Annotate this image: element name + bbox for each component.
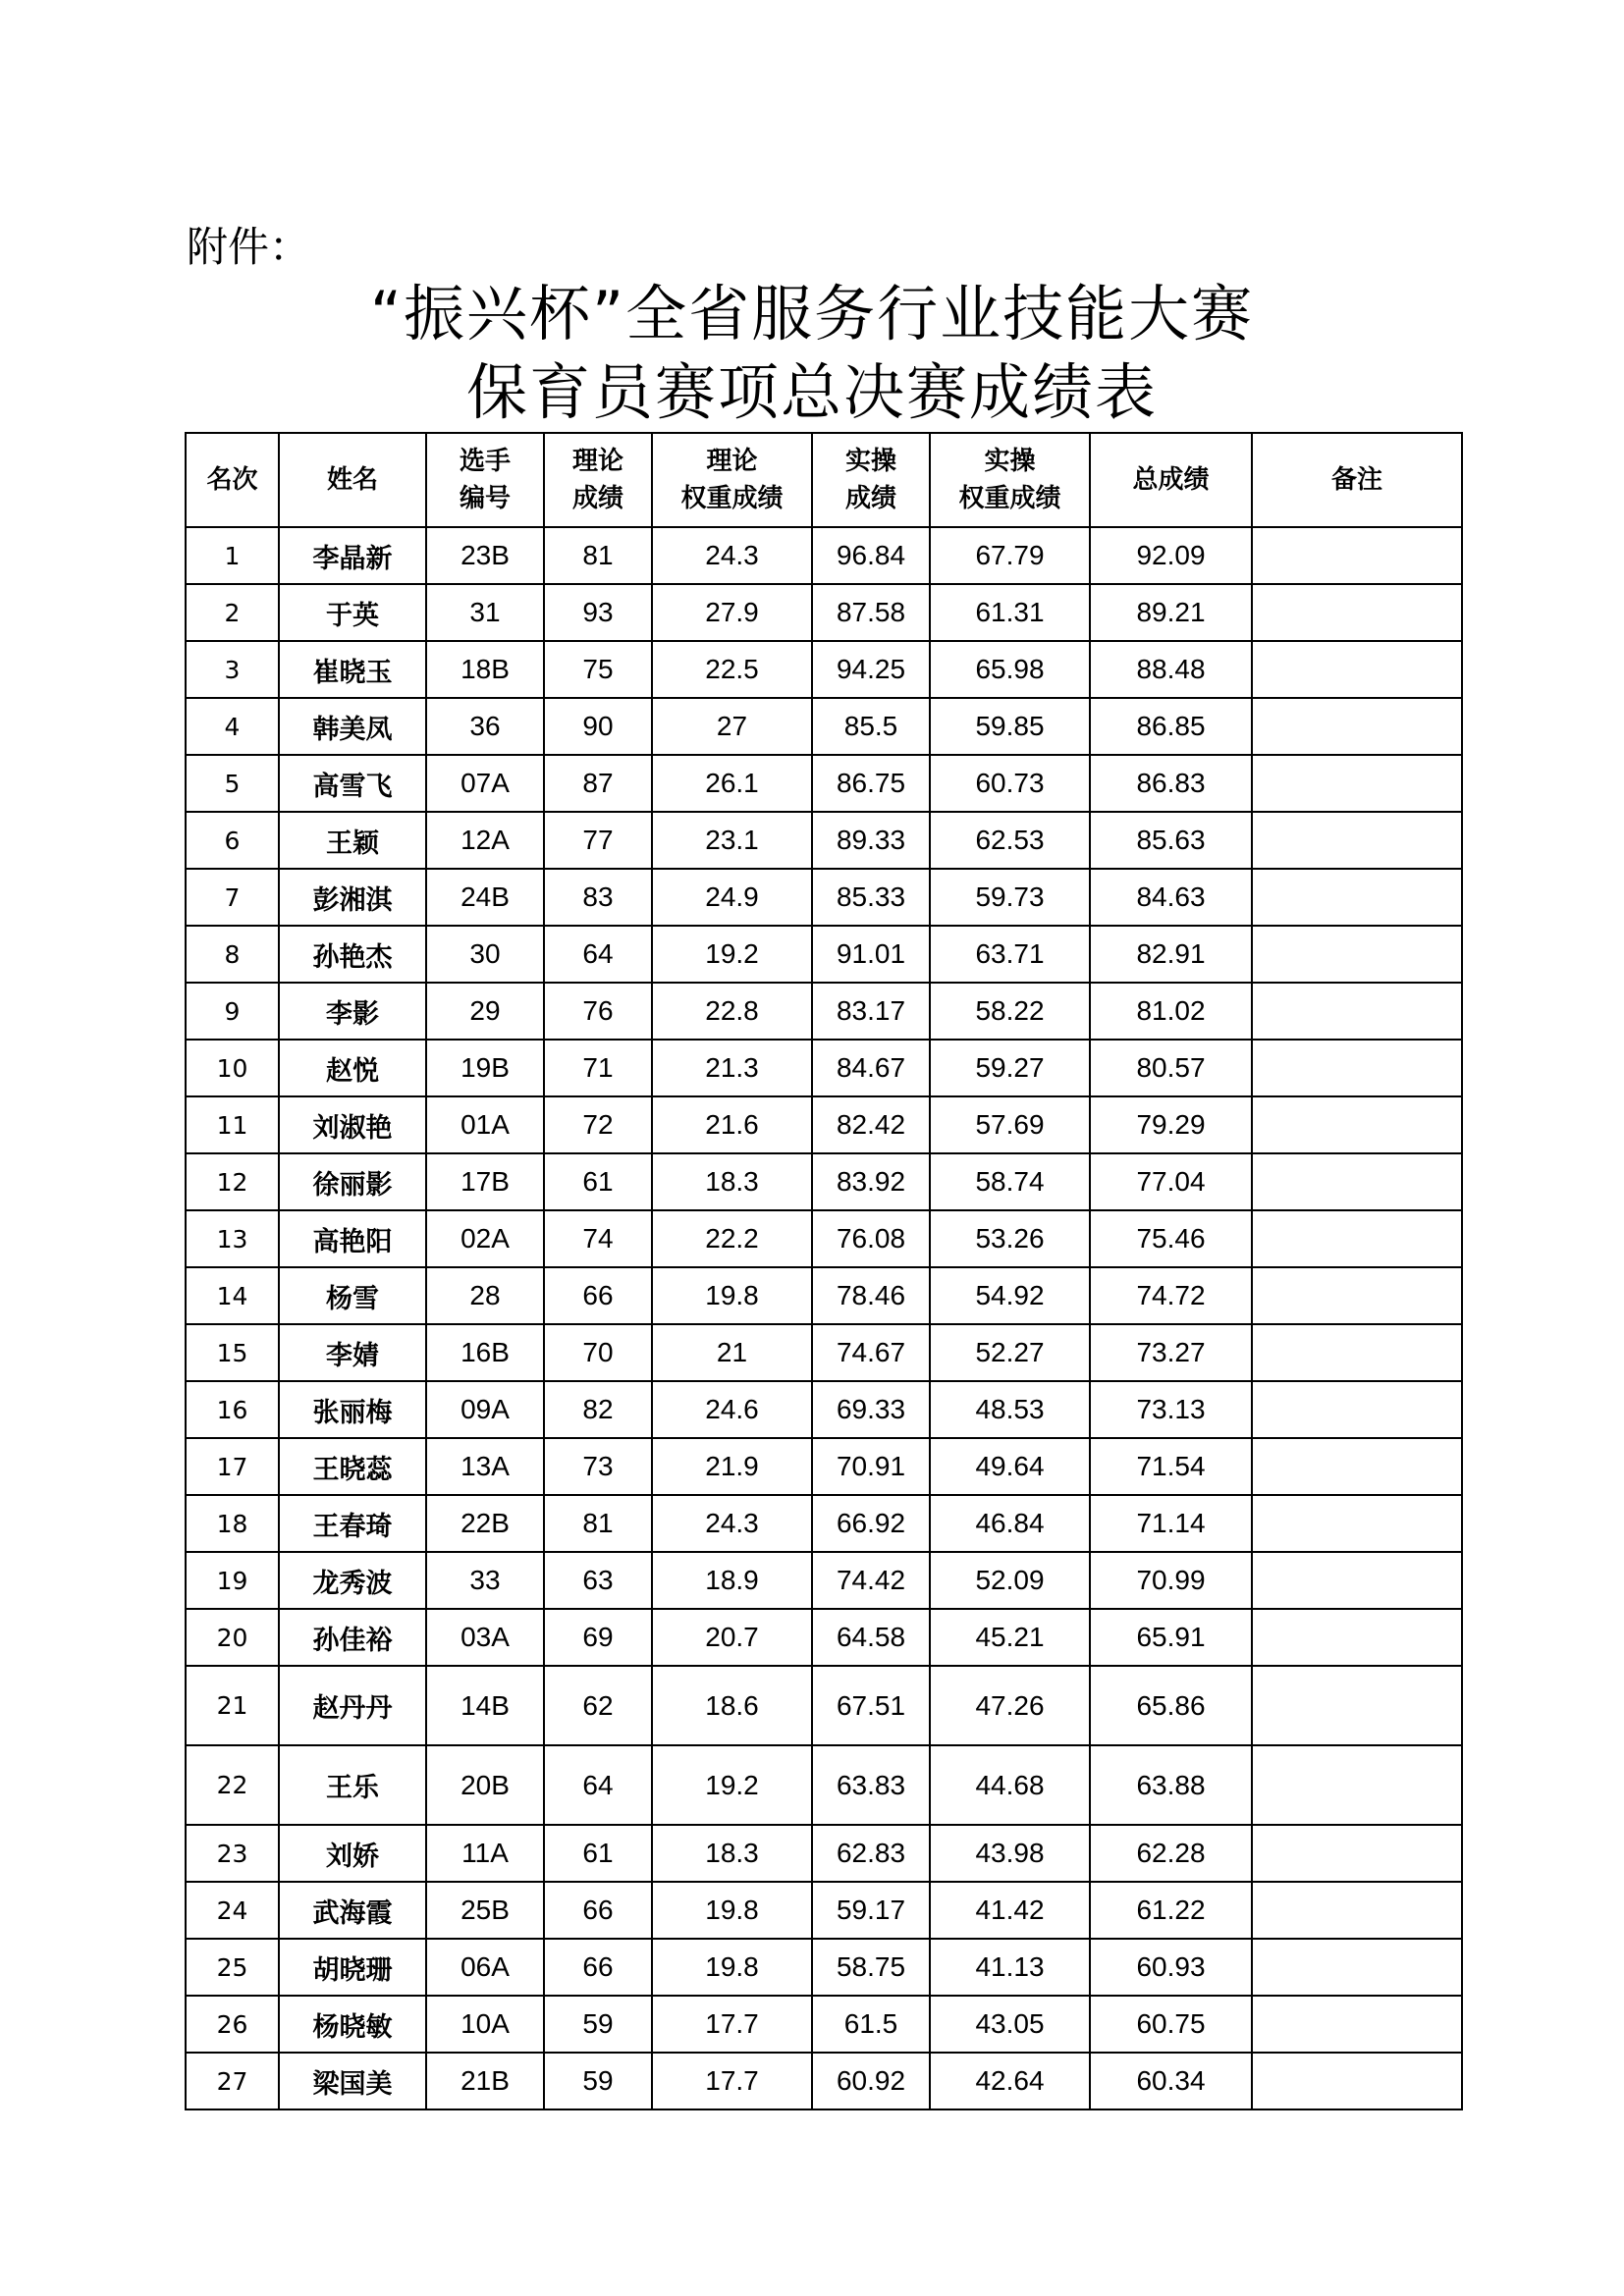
total-score-cell: 71.54	[1090, 1438, 1252, 1495]
remarks-cell	[1252, 1495, 1462, 1552]
name-cell: 李晶新	[279, 527, 426, 584]
theory-score-cell: 73	[544, 1438, 652, 1495]
player-no-cell: 11A	[426, 1825, 544, 1882]
rank-cell: 14	[186, 1267, 279, 1324]
practical-weighted-cell: 43.98	[930, 1825, 1090, 1882]
practical-weighted-cell: 63.71	[930, 926, 1090, 983]
name-cell: 赵丹丹	[279, 1666, 426, 1745]
theory-score-cell: 71	[544, 1040, 652, 1096]
name-cell: 梁国美	[279, 2053, 426, 2109]
header-remarks: 备注	[1252, 433, 1462, 527]
name-cell: 王春琦	[279, 1495, 426, 1552]
practical-score-cell: 74.42	[812, 1552, 930, 1609]
player-no-cell: 16B	[426, 1324, 544, 1381]
remarks-cell	[1252, 1438, 1462, 1495]
table-row	[186, 1745, 1462, 1825]
theory-score-cell: 90	[544, 698, 652, 755]
total-score-cell: 77.04	[1090, 1153, 1252, 1210]
header-practical-score: 实操 成绩	[812, 433, 930, 527]
player-no-cell: 21B	[426, 2053, 544, 2109]
practical-weighted-cell: 59.27	[930, 1040, 1090, 1096]
header-theory-weighted: 理论 权重成绩	[652, 433, 812, 527]
rank-cell: 20	[186, 1609, 279, 1666]
name-cell: 杨晓敏	[279, 1996, 426, 2053]
practical-weighted-cell: 46.84	[930, 1495, 1090, 1552]
total-score-cell: 65.86	[1090, 1666, 1252, 1745]
remarks-cell	[1252, 584, 1462, 641]
player-no-cell: 23B	[426, 527, 544, 584]
practical-weighted-cell: 58.74	[930, 1153, 1090, 1210]
player-no-cell: 12A	[426, 812, 544, 869]
player-no-cell: 09A	[426, 1381, 544, 1438]
theory-weighted-cell: 17.7	[652, 2053, 812, 2109]
practical-score-cell: 64.58	[812, 1609, 930, 1666]
rank-cell: 10	[186, 1040, 279, 1096]
table-row	[186, 1495, 1462, 1552]
name-cell: 王颖	[279, 812, 426, 869]
table-row	[186, 1324, 1462, 1381]
name-cell: 徐丽影	[279, 1153, 426, 1210]
practical-score-cell: 66.92	[812, 1495, 930, 1552]
remarks-cell	[1252, 527, 1462, 584]
practical-weighted-cell: 45.21	[930, 1609, 1090, 1666]
theory-weighted-cell: 24.9	[652, 869, 812, 926]
theory-score-cell: 64	[544, 1745, 652, 1825]
practical-weighted-cell: 58.22	[930, 983, 1090, 1040]
header-name: 姓名	[279, 433, 426, 527]
rank-cell: 19	[186, 1552, 279, 1609]
player-no-cell: 18B	[426, 641, 544, 698]
theory-weighted-cell: 23.1	[652, 812, 812, 869]
theory-weighted-cell: 18.3	[652, 1153, 812, 1210]
practical-score-cell: 69.33	[812, 1381, 930, 1438]
rank-cell: 23	[186, 1825, 279, 1882]
remarks-cell	[1252, 1040, 1462, 1096]
header-row	[186, 433, 1462, 527]
rank-cell: 24	[186, 1882, 279, 1939]
remarks-cell	[1252, 1825, 1462, 1882]
theory-score-cell: 64	[544, 926, 652, 983]
practical-weighted-cell: 62.53	[930, 812, 1090, 869]
theory-weighted-cell: 21.9	[652, 1438, 812, 1495]
player-no-cell: 33	[426, 1552, 544, 1609]
document-title-line2: 保育员赛项总决赛成绩表	[465, 356, 1158, 428]
practical-score-cell: 74.67	[812, 1324, 930, 1381]
theory-weighted-cell: 19.2	[652, 926, 812, 983]
practical-score-cell: 96.84	[812, 527, 930, 584]
name-cell: 彭湘淇	[279, 869, 426, 926]
remarks-cell	[1252, 1666, 1462, 1745]
theory-weighted-cell: 22.2	[652, 1210, 812, 1267]
theory-score-cell: 81	[544, 1495, 652, 1552]
name-cell: 王乐	[279, 1745, 426, 1825]
name-cell: 刘淑艳	[279, 1096, 426, 1153]
remarks-cell	[1252, 1939, 1462, 1996]
table-row	[186, 869, 1462, 926]
practical-score-cell: 60.92	[812, 2053, 930, 2109]
total-score-cell: 60.75	[1090, 1996, 1252, 2053]
total-score-cell: 92.09	[1090, 527, 1252, 584]
theory-weighted-cell: 18.9	[652, 1552, 812, 1609]
table-row	[186, 926, 1462, 983]
practical-weighted-cell: 47.26	[930, 1666, 1090, 1745]
theory-weighted-cell: 21.6	[652, 1096, 812, 1153]
practical-weighted-cell: 60.73	[930, 755, 1090, 812]
header-rank: 名次	[186, 433, 279, 527]
practical-weighted-cell: 65.98	[930, 641, 1090, 698]
total-score-cell: 73.27	[1090, 1324, 1252, 1381]
header-total: 总成绩	[1090, 433, 1252, 527]
table-row	[186, 1381, 1462, 1438]
practical-score-cell: 87.58	[812, 584, 930, 641]
table-row	[186, 2053, 1462, 2109]
total-score-cell: 73.13	[1090, 1381, 1252, 1438]
total-score-cell: 65.91	[1090, 1609, 1252, 1666]
practical-score-cell: 78.46	[812, 1267, 930, 1324]
practical-score-cell: 76.08	[812, 1210, 930, 1267]
attachment-label: 附件：	[187, 223, 311, 271]
practical-score-cell: 89.33	[812, 812, 930, 869]
rank-cell: 8	[186, 926, 279, 983]
practical-score-cell: 83.17	[812, 983, 930, 1040]
table-row	[186, 1438, 1462, 1495]
total-score-cell: 75.46	[1090, 1210, 1252, 1267]
player-no-cell: 22B	[426, 1495, 544, 1552]
rank-cell: 26	[186, 1996, 279, 2053]
total-score-cell: 89.21	[1090, 584, 1252, 641]
remarks-cell	[1252, 812, 1462, 869]
total-score-cell: 86.85	[1090, 698, 1252, 755]
theory-score-cell: 66	[544, 1882, 652, 1939]
remarks-cell	[1252, 2053, 1462, 2109]
table-row	[186, 1996, 1462, 2053]
name-cell: 王晓蕊	[279, 1438, 426, 1495]
name-cell: 武海霞	[279, 1882, 426, 1939]
theory-weighted-cell: 26.1	[652, 755, 812, 812]
total-score-cell: 61.22	[1090, 1882, 1252, 1939]
name-cell: 高艳阳	[279, 1210, 426, 1267]
name-cell: 李影	[279, 983, 426, 1040]
table-row	[186, 1939, 1462, 1996]
total-score-cell: 60.34	[1090, 2053, 1252, 2109]
table-row	[186, 698, 1462, 755]
remarks-cell	[1252, 869, 1462, 926]
practical-score-cell: 70.91	[812, 1438, 930, 1495]
remarks-cell	[1252, 1096, 1462, 1153]
theory-score-cell: 76	[544, 983, 652, 1040]
total-score-cell: 81.02	[1090, 983, 1252, 1040]
name-cell: 张丽梅	[279, 1381, 426, 1438]
theory-score-cell: 66	[544, 1267, 652, 1324]
practical-weighted-cell: 53.26	[930, 1210, 1090, 1267]
player-no-cell: 28	[426, 1267, 544, 1324]
header-theory-score: 理论 成绩	[544, 433, 652, 527]
player-no-cell: 29	[426, 983, 544, 1040]
player-no-cell: 30	[426, 926, 544, 983]
header-player-no: 选手 编号	[426, 433, 544, 527]
total-score-cell: 60.93	[1090, 1939, 1252, 1996]
rank-cell: 15	[186, 1324, 279, 1381]
remarks-cell	[1252, 1324, 1462, 1381]
rank-cell: 25	[186, 1939, 279, 1996]
theory-score-cell: 63	[544, 1552, 652, 1609]
theory-score-cell: 61	[544, 1153, 652, 1210]
remarks-cell	[1252, 1882, 1462, 1939]
practical-weighted-cell: 57.69	[930, 1096, 1090, 1153]
practical-weighted-cell: 49.64	[930, 1438, 1090, 1495]
remarks-cell	[1252, 1609, 1462, 1666]
theory-score-cell: 82	[544, 1381, 652, 1438]
total-score-cell: 85.63	[1090, 812, 1252, 869]
theory-weighted-cell: 17.7	[652, 1996, 812, 2053]
name-cell: 胡晓珊	[279, 1939, 426, 1996]
rank-cell: 27	[186, 2053, 279, 2109]
header-practical-weighted: 实操 权重成绩	[930, 433, 1090, 527]
table-row	[186, 1882, 1462, 1939]
table-row	[186, 1666, 1462, 1745]
practical-score-cell: 82.42	[812, 1096, 930, 1153]
theory-weighted-cell: 21	[652, 1324, 812, 1381]
practical-weighted-cell: 41.13	[930, 1939, 1090, 1996]
remarks-cell	[1252, 755, 1462, 812]
table-row	[186, 1267, 1462, 1324]
theory-score-cell: 83	[544, 869, 652, 926]
practical-weighted-cell: 54.92	[930, 1267, 1090, 1324]
total-score-cell: 79.29	[1090, 1096, 1252, 1153]
theory-weighted-cell: 27	[652, 698, 812, 755]
name-cell: 刘娇	[279, 1825, 426, 1882]
practical-weighted-cell: 41.42	[930, 1882, 1090, 1939]
practical-score-cell: 58.75	[812, 1939, 930, 1996]
theory-score-cell: 59	[544, 1996, 652, 2053]
practical-score-cell: 63.83	[812, 1745, 930, 1825]
remarks-cell	[1252, 698, 1462, 755]
table-row	[186, 1210, 1462, 1267]
player-no-cell: 17B	[426, 1153, 544, 1210]
practical-score-cell: 94.25	[812, 641, 930, 698]
practical-score-cell: 59.17	[812, 1882, 930, 1939]
rank-cell: 17	[186, 1438, 279, 1495]
theory-weighted-cell: 24.3	[652, 527, 812, 584]
practical-weighted-cell: 59.85	[930, 698, 1090, 755]
remarks-cell	[1252, 1745, 1462, 1825]
theory-score-cell: 75	[544, 641, 652, 698]
theory-weighted-cell: 21.3	[652, 1040, 812, 1096]
total-score-cell: 82.91	[1090, 926, 1252, 983]
practical-weighted-cell: 52.27	[930, 1324, 1090, 1381]
theory-score-cell: 61	[544, 1825, 652, 1882]
table-row	[186, 1040, 1462, 1096]
rank-cell: 9	[186, 983, 279, 1040]
remarks-cell	[1252, 926, 1462, 983]
name-cell: 崔晓玉	[279, 641, 426, 698]
theory-score-cell: 81	[544, 527, 652, 584]
player-no-cell: 06A	[426, 1939, 544, 1996]
player-no-cell: 03A	[426, 1609, 544, 1666]
theory-weighted-cell: 22.5	[652, 641, 812, 698]
player-no-cell: 24B	[426, 869, 544, 926]
player-no-cell: 07A	[426, 755, 544, 812]
practical-weighted-cell: 48.53	[930, 1381, 1090, 1438]
practical-score-cell: 85.33	[812, 869, 930, 926]
player-no-cell: 10A	[426, 1996, 544, 2053]
practical-weighted-cell: 52.09	[930, 1552, 1090, 1609]
theory-score-cell: 62	[544, 1666, 652, 1745]
practical-weighted-cell: 42.64	[930, 2053, 1090, 2109]
theory-weighted-cell: 20.7	[652, 1609, 812, 1666]
theory-score-cell: 77	[544, 812, 652, 869]
name-cell: 孙艳杰	[279, 926, 426, 983]
name-cell: 龙秀波	[279, 1552, 426, 1609]
theory-score-cell: 69	[544, 1609, 652, 1666]
remarks-cell	[1252, 983, 1462, 1040]
remarks-cell	[1252, 1153, 1462, 1210]
theory-weighted-cell: 27.9	[652, 584, 812, 641]
theory-weighted-cell: 19.8	[652, 1267, 812, 1324]
total-score-cell: 71.14	[1090, 1495, 1252, 1552]
remarks-cell	[1252, 1267, 1462, 1324]
table-row	[186, 584, 1462, 641]
table-row	[186, 755, 1462, 812]
theory-score-cell: 72	[544, 1096, 652, 1153]
name-cell: 孙佳裕	[279, 1609, 426, 1666]
table-row	[186, 983, 1462, 1040]
practical-score-cell: 91.01	[812, 926, 930, 983]
practical-score-cell: 84.67	[812, 1040, 930, 1096]
name-cell: 杨雪	[279, 1267, 426, 1324]
rank-cell: 2	[186, 584, 279, 641]
theory-weighted-cell: 22.8	[652, 983, 812, 1040]
table-row	[186, 1096, 1462, 1153]
rank-cell: 6	[186, 812, 279, 869]
theory-weighted-cell: 18.6	[652, 1666, 812, 1745]
practical-score-cell: 83.92	[812, 1153, 930, 1210]
player-no-cell: 01A	[426, 1096, 544, 1153]
total-score-cell: 84.63	[1090, 869, 1252, 926]
practical-weighted-cell: 59.73	[930, 869, 1090, 926]
remarks-cell	[1252, 1552, 1462, 1609]
player-no-cell: 25B	[426, 1882, 544, 1939]
total-score-cell: 80.57	[1090, 1040, 1252, 1096]
total-score-cell: 86.83	[1090, 755, 1252, 812]
name-cell: 于英	[279, 584, 426, 641]
table-body	[186, 527, 1462, 2109]
theory-weighted-cell: 19.8	[652, 1939, 812, 1996]
practical-weighted-cell: 67.79	[930, 527, 1090, 584]
rank-cell: 16	[186, 1381, 279, 1438]
rank-cell: 12	[186, 1153, 279, 1210]
rank-cell: 7	[186, 869, 279, 926]
player-no-cell: 20B	[426, 1745, 544, 1825]
theory-score-cell: 59	[544, 2053, 652, 2109]
score-table	[185, 432, 1463, 2110]
theory-score-cell: 87	[544, 755, 652, 812]
practical-score-cell: 67.51	[812, 1666, 930, 1745]
rank-cell: 18	[186, 1495, 279, 1552]
table-row	[186, 1153, 1462, 1210]
table-row	[186, 641, 1462, 698]
rank-cell: 21	[186, 1666, 279, 1745]
practical-weighted-cell: 44.68	[930, 1745, 1090, 1825]
remarks-cell	[1252, 641, 1462, 698]
remarks-cell	[1252, 1210, 1462, 1267]
player-no-cell: 19B	[426, 1040, 544, 1096]
practical-score-cell: 62.83	[812, 1825, 930, 1882]
theory-weighted-cell: 24.3	[652, 1495, 812, 1552]
theory-weighted-cell: 19.2	[652, 1745, 812, 1825]
remarks-cell	[1252, 1381, 1462, 1438]
rank-cell: 4	[186, 698, 279, 755]
name-cell: 李婧	[279, 1324, 426, 1381]
table-row	[186, 1552, 1462, 1609]
rank-cell: 3	[186, 641, 279, 698]
player-no-cell: 13A	[426, 1438, 544, 1495]
practical-score-cell: 61.5	[812, 1996, 930, 2053]
theory-score-cell: 74	[544, 1210, 652, 1267]
name-cell: 赵悦	[279, 1040, 426, 1096]
practical-weighted-cell: 61.31	[930, 584, 1090, 641]
rank-cell: 5	[186, 755, 279, 812]
theory-score-cell: 70	[544, 1324, 652, 1381]
player-no-cell: 02A	[426, 1210, 544, 1267]
total-score-cell: 74.72	[1090, 1267, 1252, 1324]
total-score-cell: 63.88	[1090, 1745, 1252, 1825]
theory-score-cell: 66	[544, 1939, 652, 1996]
remarks-cell	[1252, 1996, 1462, 2053]
name-cell: 韩美凤	[279, 698, 426, 755]
player-no-cell: 31	[426, 584, 544, 641]
theory-score-cell: 93	[544, 584, 652, 641]
table-row	[186, 527, 1462, 584]
document-title-line1: “振兴杯”全省服务行业技能大赛	[369, 278, 1255, 349]
theory-weighted-cell: 24.6	[652, 1381, 812, 1438]
practical-weighted-cell: 43.05	[930, 1996, 1090, 2053]
total-score-cell: 62.28	[1090, 1825, 1252, 1882]
total-score-cell: 70.99	[1090, 1552, 1252, 1609]
player-no-cell: 36	[426, 698, 544, 755]
theory-weighted-cell: 19.8	[652, 1882, 812, 1939]
rank-cell: 13	[186, 1210, 279, 1267]
rank-cell: 11	[186, 1096, 279, 1153]
practical-score-cell: 86.75	[812, 755, 930, 812]
table-row	[186, 812, 1462, 869]
total-score-cell: 88.48	[1090, 641, 1252, 698]
rank-cell: 22	[186, 1745, 279, 1825]
table-row	[186, 1825, 1462, 1882]
practical-score-cell: 85.5	[812, 698, 930, 755]
theory-weighted-cell: 18.3	[652, 1825, 812, 1882]
table-row	[186, 1609, 1462, 1666]
name-cell: 高雪飞	[279, 755, 426, 812]
rank-cell: 1	[186, 527, 279, 584]
player-no-cell: 14B	[426, 1666, 544, 1745]
